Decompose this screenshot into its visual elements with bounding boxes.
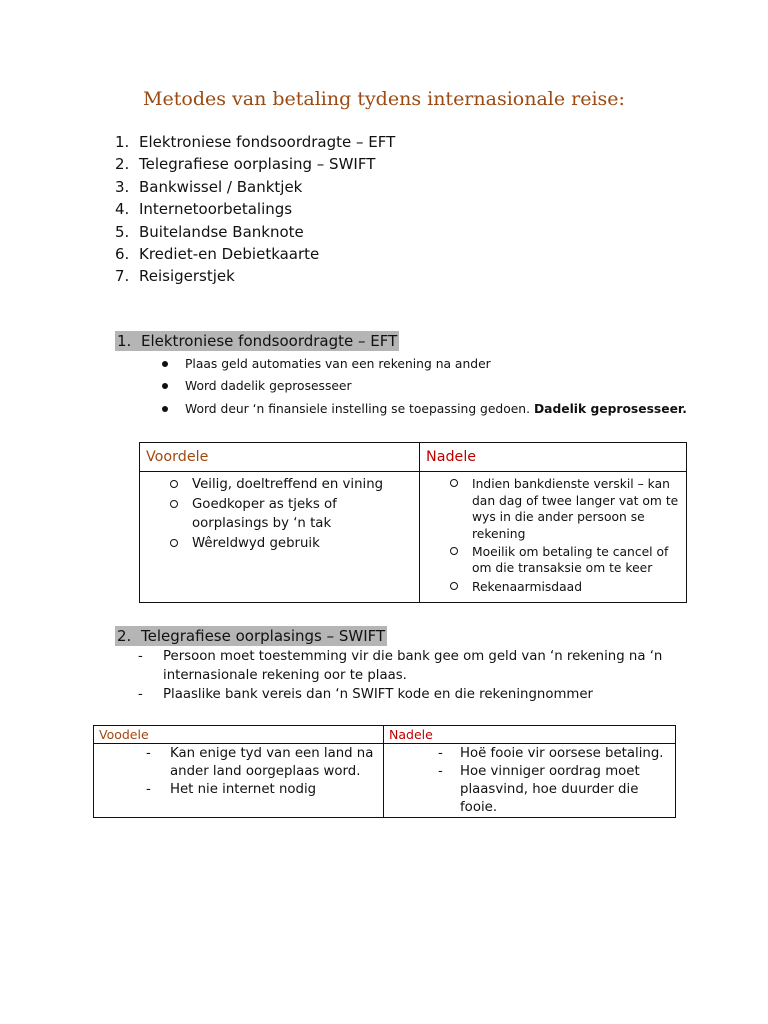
list-item: - Het nie internet nodig	[146, 782, 317, 797]
list-item: - Kan enige tyd van een land na ander land oorgeplaas word.	[146, 746, 374, 779]
list-item: 2. Telegrafiese oorplasing – SWIFT	[115, 155, 376, 174]
page-title: Metodes van betaling tydens internasionale reise:	[143, 88, 625, 110]
list-item: 1. Elektroniese fondsoordragte – EFT	[115, 133, 396, 151]
circle-bullet-icon	[450, 582, 458, 590]
nadele-list	[384, 744, 675, 817]
list-item: 3. Bankwissel / Banktjek	[115, 177, 303, 196]
bullet-icon	[162, 406, 168, 412]
list-item: 5. Buitelandse Banknote	[115, 222, 304, 241]
section-heading-swift: 2. Telegrafiese oorplasings – SWIFT	[117, 627, 386, 645]
section-heading-eft: 1. Elektroniese fondsoordragte – EFT	[117, 332, 398, 350]
circle-bullet-icon	[170, 500, 178, 508]
list-item: - Hoë fooie vir oorsese betaling.	[438, 746, 664, 761]
list-item: 4. Internetoorbetalings	[115, 200, 293, 219]
list-item: Goedkoper as tjeks of oorplasings by ‘n tak	[192, 496, 419, 533]
list-item: Moeilik om betaling te cancel of om die transaksie om te keer	[472, 544, 686, 577]
methods-list	[115, 131, 395, 288]
circle-bullet-icon	[170, 539, 178, 547]
bullet-icon	[162, 361, 168, 367]
voordele-header: Voordele	[140, 443, 420, 472]
eft-bullets	[160, 357, 687, 424]
list-item: Indien bankdienste verskil – kan dan dag of twee langer vat om te wys in die ander persoon se rekening	[472, 476, 686, 542]
voordele-header: Voodele	[94, 726, 384, 744]
nadele-header: Nadele	[420, 443, 687, 472]
list-item: Plaas geld automaties van een rekening na ander	[160, 357, 687, 379]
swift-bullets	[135, 648, 662, 705]
list-item: Wêreldwyd gebruik	[192, 535, 419, 554]
circle-bullet-icon	[450, 547, 458, 555]
list-item: 6. Krediet-en Debietkaarte	[115, 245, 320, 264]
nadele-header: Nadele	[384, 726, 676, 744]
list-item: Rekenaarmisdaad	[472, 579, 686, 596]
voordele-list	[140, 472, 419, 553]
circle-bullet-icon	[450, 479, 458, 487]
list-item: Word deur ‘n finansiele instelling se toepassing gedoen. Dadelik geprosesseer.	[160, 402, 687, 424]
list-item: Veilig, doeltreffend en vining	[192, 476, 419, 495]
voordele-list	[94, 744, 383, 799]
nadele-list	[420, 472, 686, 595]
list-item: - Hoe vinniger oordrag moet plaasvind, hoe duurder die fooie.	[438, 764, 640, 815]
eft-pros-cons-table	[139, 442, 687, 603]
list-item: - Plaaslike bank vereis dan ‘n SWIFT kode en die rekeningnommer	[138, 687, 594, 702]
list-item: Word dadelik geprosesseer	[160, 379, 687, 401]
bullet-icon	[162, 383, 168, 389]
circle-bullet-icon	[170, 480, 178, 488]
list-item: 7. Reisigerstjek	[115, 267, 235, 286]
list-item: - Persoon moet toestemming vir die bank gee om geld van ‘n rekening na ‘n internasionale rekening oor te plaas.	[138, 649, 663, 683]
swift-pros-cons-table	[93, 725, 676, 818]
